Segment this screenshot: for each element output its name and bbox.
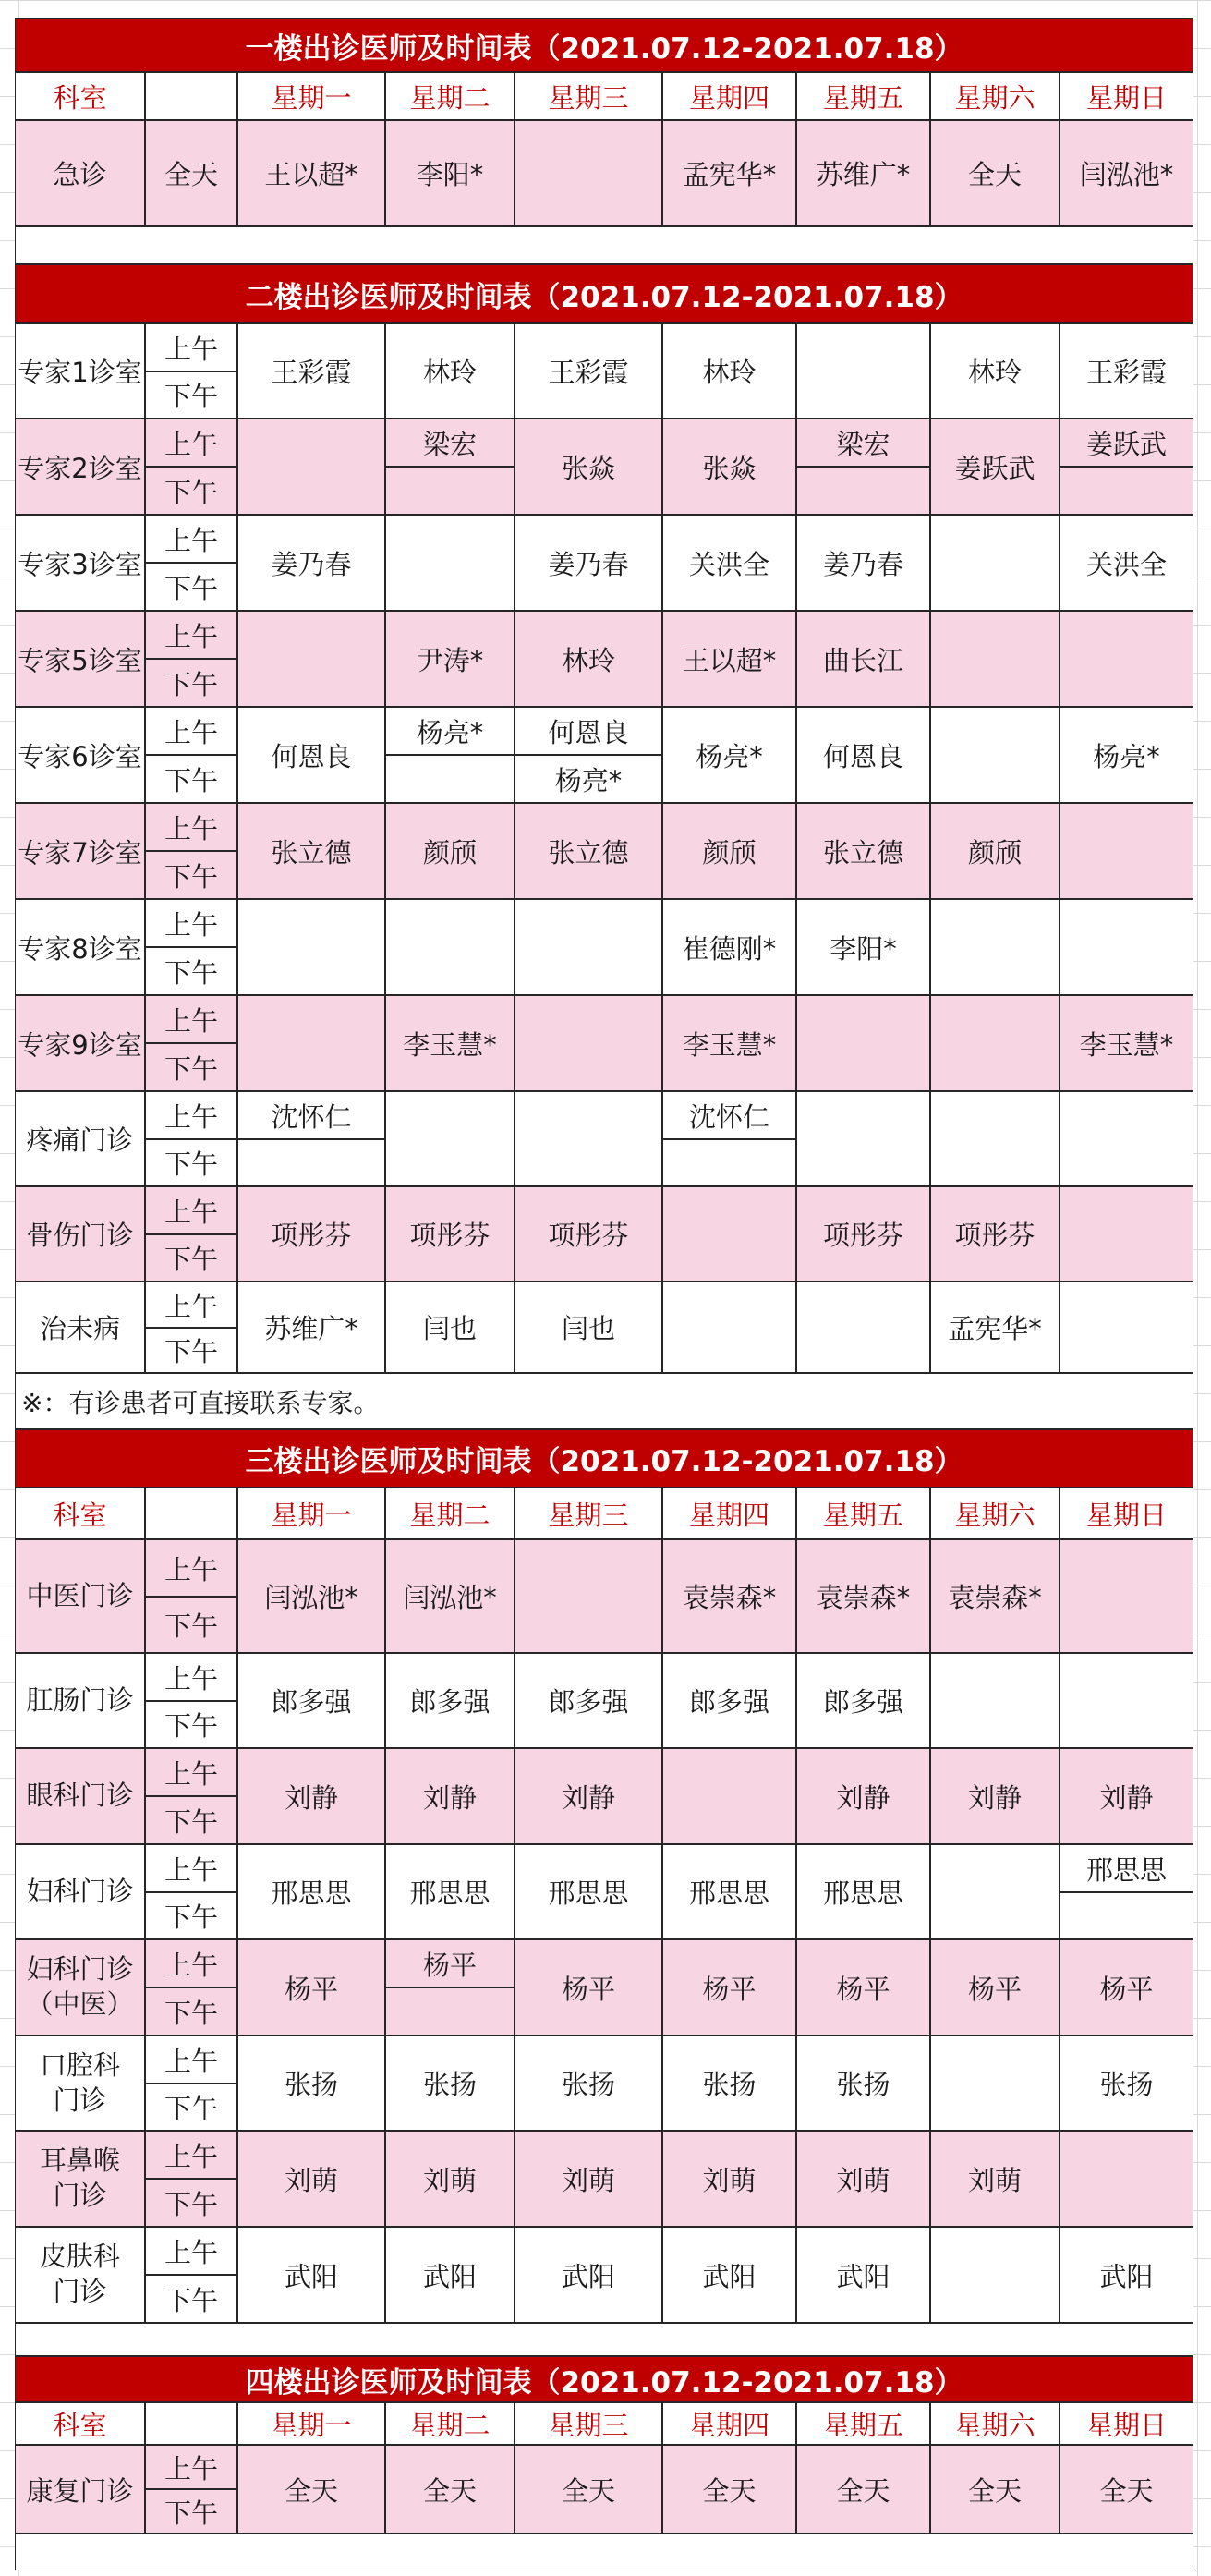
- doctor-cell: 张扬: [385, 2035, 515, 2131]
- doctor-cell: [515, 995, 662, 1091]
- pm-label: 下午: [145, 947, 237, 995]
- dept-cell: 专家8诊室: [15, 899, 145, 995]
- doctor-cell: [1060, 467, 1193, 515]
- doctor-cell: 林玲: [385, 323, 515, 419]
- doctor-cell: [796, 1091, 930, 1186]
- doctor-cell: 全天: [385, 2445, 515, 2533]
- dept-cell: 专家7诊室: [15, 803, 145, 899]
- doctor-cell: 刘静: [237, 1748, 385, 1844]
- doctor-cell: 杨平: [796, 1939, 930, 2035]
- doctor-cell: 闫也: [385, 1282, 515, 1373]
- am-label: 上午: [145, 515, 237, 563]
- doctor-cell: 杨亮*: [385, 707, 515, 755]
- dept-column-header: 科室: [15, 72, 145, 120]
- doctor-cell: 尹涛*: [385, 611, 515, 707]
- doctor-cell: 刘萌: [930, 2131, 1060, 2227]
- doctor-cell: 刘静: [515, 1748, 662, 1844]
- doctor-cell: [930, 899, 1060, 995]
- weekday-header: 星期四: [662, 2402, 796, 2445]
- doctor-cell: 杨亮*: [515, 755, 662, 803]
- floor1-title: 一楼出诊医师及时间表（2021.07.12-2021.07.18）: [15, 18, 1193, 72]
- doctor-cell: 颜颀: [930, 803, 1060, 899]
- doctor-cell: 何恩良: [796, 707, 930, 803]
- doctor-cell: 武阳: [385, 2227, 515, 2323]
- doctor-cell: [1060, 1282, 1193, 1373]
- doctor-cell: [237, 995, 385, 1091]
- doctor-cell: [385, 755, 515, 803]
- doctor-cell: 关洪全: [662, 515, 796, 611]
- doctor-cell: [662, 1186, 796, 1282]
- am-label: 上午: [145, 2227, 237, 2275]
- doctor-cell: [385, 467, 515, 515]
- weekday-header: 星期三: [515, 1488, 662, 1539]
- dept-label-line: 耳鼻喉: [39, 2145, 120, 2177]
- weekday-header: 星期五: [796, 2402, 930, 2445]
- doctor-cell: [385, 1091, 515, 1186]
- weekday-header: 星期三: [515, 72, 662, 120]
- dept-cell: 疼痛门诊: [15, 1091, 145, 1186]
- am-label: 上午: [145, 1282, 237, 1328]
- weekday-header: 星期六: [930, 72, 1060, 120]
- doctor-cell: 邢思思: [662, 1844, 796, 1939]
- doctor-cell: [930, 611, 1060, 707]
- am-label: 上午: [145, 995, 237, 1043]
- pm-label: 下午: [145, 371, 237, 419]
- weekday-header: 星期二: [385, 72, 515, 120]
- weekday-header: 星期一: [237, 2402, 385, 2445]
- weekday-header: 星期日: [1060, 1488, 1193, 1539]
- doctor-cell: 孟宪华*: [930, 1282, 1060, 1373]
- doctor-cell: 闫泓池*: [1060, 120, 1193, 226]
- dept-label-line: 口腔科: [39, 2048, 120, 2081]
- doctor-cell: 王彩霞: [1060, 323, 1193, 419]
- doctor-cell: 郎多强: [662, 1653, 796, 1748]
- doctor-cell: 何恩良: [515, 707, 662, 755]
- doctor-cell: [1060, 1539, 1193, 1653]
- dept-cell: [15, 1939, 145, 2035]
- doctor-cell: 林玲: [515, 611, 662, 707]
- pm-label: 下午: [145, 2179, 237, 2227]
- doctor-cell: 刘静: [1060, 1748, 1193, 1844]
- doctor-cell: 林玲: [930, 323, 1060, 419]
- doctor-cell: [385, 515, 515, 611]
- dept-cell: 专家6诊室: [15, 707, 145, 803]
- dept-cell: [15, 2035, 145, 2131]
- doctor-cell: 李阳*: [385, 120, 515, 226]
- doctor-cell: [930, 1091, 1060, 1186]
- am-label: 上午: [145, 1091, 237, 1139]
- gridline: [0, 0, 1211, 1]
- doctor-cell: 全天: [1060, 2445, 1193, 2533]
- floor3-title: 三楼出诊医师及时间表（2021.07.12-2021.07.18）: [15, 1429, 1193, 1488]
- weekday-header: 星期三: [515, 2402, 662, 2445]
- doctor-cell: 颜颀: [385, 803, 515, 899]
- doctor-cell: [662, 1748, 796, 1844]
- doctor-cell: 邢思思: [1060, 1844, 1193, 1892]
- dept-cell: 康复门诊: [15, 2445, 145, 2533]
- am-label: 上午: [145, 1844, 237, 1892]
- doctor-cell: [237, 419, 385, 515]
- doctor-cell: 刘静: [385, 1748, 515, 1844]
- doctor-cell: [1060, 611, 1193, 707]
- doctor-cell: 王彩霞: [237, 323, 385, 419]
- pm-label: 下午: [145, 755, 237, 803]
- dept-cell: [15, 2227, 145, 2323]
- dept-cell: [15, 1844, 145, 1939]
- doctor-cell: 邢思思: [515, 1844, 662, 1939]
- doctor-cell: 孟宪华*: [662, 120, 796, 226]
- doctor-cell: 全天: [796, 2445, 930, 2533]
- dept-cell: 专家1诊室: [15, 323, 145, 419]
- doctor-cell: 张立德: [515, 803, 662, 899]
- pm-label: 下午: [145, 2489, 237, 2533]
- doctor-cell: 姜跃武: [1060, 419, 1193, 467]
- doctor-cell: [515, 1539, 662, 1653]
- weekday-header: 星期四: [662, 1488, 796, 1539]
- doctor-cell: [930, 1844, 1060, 1939]
- doctor-cell: 姜乃春: [515, 515, 662, 611]
- am-label: 上午: [145, 1939, 237, 1987]
- doctor-cell: 袁崇森*: [662, 1539, 796, 1653]
- weekday-header: 星期一: [237, 1488, 385, 1539]
- dept-cell: 急诊: [15, 120, 145, 226]
- doctor-cell: [796, 1282, 930, 1373]
- dept-cell: 专家3诊室: [15, 515, 145, 611]
- doctor-cell: 崔德刚*: [662, 899, 796, 995]
- doctor-cell: 闫泓池*: [385, 1539, 515, 1653]
- dept-cell: [15, 2131, 145, 2227]
- doctor-cell: [1060, 1892, 1193, 1939]
- doctor-cell: 郎多强: [796, 1653, 930, 1748]
- doctor-cell: 张焱: [662, 419, 796, 515]
- pm-label: 下午: [145, 1796, 237, 1844]
- dept-cell: [15, 1539, 145, 1653]
- dept-label-line: 妇科门诊: [26, 1875, 134, 1907]
- doctor-cell: 姜乃春: [237, 515, 385, 611]
- pm-label: 下午: [145, 1701, 237, 1748]
- doctor-cell: 武阳: [796, 2227, 930, 2323]
- am-label: 上午: [145, 1186, 237, 1234]
- doctor-cell: [1060, 2131, 1193, 2227]
- doctor-cell: 李玉慧*: [385, 995, 515, 1091]
- doctor-cell: 姜乃春: [796, 515, 930, 611]
- pm-label: 下午: [145, 563, 237, 611]
- dept-cell: [15, 1748, 145, 1844]
- am-label: 上午: [145, 611, 237, 659]
- weekday-header: 星期五: [796, 1488, 930, 1539]
- pm-label: 下午: [145, 1987, 237, 2035]
- doctor-cell: [1060, 1653, 1193, 1748]
- doctor-cell: 沈怀仁: [662, 1091, 796, 1139]
- doctor-cell: [930, 1653, 1060, 1748]
- blank-header-cell: [145, 72, 237, 120]
- doctor-cell: 袁崇森*: [930, 1539, 1060, 1653]
- spacer-row: [15, 226, 1193, 264]
- doctor-cell: 杨亮*: [662, 707, 796, 803]
- am-label: 上午: [145, 419, 237, 467]
- pm-label: 下午: [145, 1597, 237, 1653]
- doctor-cell: 李阳*: [796, 899, 930, 995]
- doctor-cell: 刘萌: [515, 2131, 662, 2227]
- weekday-header: 星期二: [385, 2402, 515, 2445]
- doctor-cell: 刘静: [930, 1748, 1060, 1844]
- doctor-cell: 邢思思: [385, 1844, 515, 1939]
- doctor-cell: [1060, 803, 1193, 899]
- pm-label: 下午: [145, 851, 237, 899]
- dept-label-line: （中医）: [26, 1988, 134, 2020]
- am-label: 上午: [145, 323, 237, 371]
- doctor-cell: 姜跃武: [930, 419, 1060, 515]
- doctor-cell: 杨平: [662, 1939, 796, 2035]
- doctor-cell: 张焱: [515, 419, 662, 515]
- doctor-cell: 闫也: [515, 1282, 662, 1373]
- doctor-cell: 刘静: [796, 1748, 930, 1844]
- doctor-cell: 张扬: [796, 2035, 930, 2131]
- doctor-cell: 关洪全: [1060, 515, 1193, 611]
- doctor-cell: [930, 2227, 1060, 2323]
- doctor-cell: 郎多强: [385, 1653, 515, 1748]
- dept-cell: 专家2诊室: [15, 419, 145, 515]
- weekday-header: 星期四: [662, 72, 796, 120]
- dept-column-header: 科室: [15, 1488, 145, 1539]
- doctor-cell: [1060, 899, 1193, 995]
- pm-label: 下午: [145, 2275, 237, 2323]
- doctor-cell: 邢思思: [796, 1844, 930, 1939]
- dept-label-line: 门诊: [53, 2084, 107, 2116]
- am-label: 上午: [145, 707, 237, 755]
- doctor-cell: 郎多强: [515, 1653, 662, 1748]
- doctor-cell: [515, 1091, 662, 1186]
- dept-column-header: 科室: [15, 2402, 145, 2445]
- doctor-cell: 曲长江: [796, 611, 930, 707]
- pm-label: 下午: [145, 2084, 237, 2131]
- period-cell: 全天: [145, 120, 237, 226]
- dept-label-line: 门诊: [53, 2180, 107, 2211]
- doctor-cell: [662, 1139, 796, 1186]
- am-label: 上午: [145, 2131, 237, 2179]
- floor2-title: 二楼出诊医师及时间表（2021.07.12-2021.07.18）: [15, 264, 1193, 323]
- doctor-cell: [1060, 1186, 1193, 1282]
- doctor-cell: 张扬: [515, 2035, 662, 2131]
- doctor-cell: 杨亮*: [1060, 707, 1193, 803]
- doctor-cell: 张扬: [1060, 2035, 1193, 2131]
- dept-label-line: 肛肠门诊: [26, 1683, 134, 1716]
- doctor-cell: 梁宏: [796, 419, 930, 467]
- doctor-cell: 全天: [515, 2445, 662, 2533]
- dept-cell: 治未病: [15, 1282, 145, 1373]
- pm-label: 下午: [145, 659, 237, 707]
- doctor-cell: 武阳: [1060, 2227, 1193, 2323]
- floor4-title: 四楼出诊医师及时间表（2021.07.12-2021.07.18）: [15, 2356, 1193, 2402]
- doctor-cell: [237, 1139, 385, 1186]
- weekday-header: 星期日: [1060, 2402, 1193, 2445]
- doctor-cell: 林玲: [662, 323, 796, 419]
- doctor-cell: [930, 707, 1060, 803]
- doctor-cell: 苏维广*: [237, 1282, 385, 1373]
- doctor-cell: 武阳: [515, 2227, 662, 2323]
- doctor-cell: 刘萌: [662, 2131, 796, 2227]
- doctor-cell: 武阳: [662, 2227, 796, 2323]
- am-label: 上午: [145, 1653, 237, 1701]
- doctor-cell: 杨平: [237, 1939, 385, 2035]
- am-label: 上午: [145, 1748, 237, 1796]
- doctor-cell: 杨平: [930, 1939, 1060, 2035]
- gridline: [1197, 0, 1198, 2576]
- spacer-row: [15, 2323, 1193, 2356]
- doctor-cell: [930, 2035, 1060, 2131]
- am-label: 上午: [145, 2035, 237, 2084]
- doctor-cell: [662, 1282, 796, 1373]
- doctor-cell: 全天: [237, 2445, 385, 2533]
- doctor-cell: [796, 467, 930, 515]
- doctor-cell: 项彤芬: [385, 1186, 515, 1282]
- dept-cell: [15, 1653, 145, 1748]
- doctor-cell: 王彩霞: [515, 323, 662, 419]
- dept-label-line: 门诊: [53, 2276, 107, 2307]
- doctor-cell: 沈怀仁: [237, 1091, 385, 1139]
- doctor-cell: 张扬: [237, 2035, 385, 2131]
- doctor-cell: 王以超*: [237, 120, 385, 226]
- doctor-cell: 项彤芬: [515, 1186, 662, 1282]
- doctor-cell: [1060, 1091, 1193, 1186]
- doctor-cell: 全天: [930, 2445, 1060, 2533]
- doctor-cell: 苏维广*: [796, 120, 930, 226]
- doctor-cell: 全天: [662, 2445, 796, 2533]
- doctor-cell: 刘萌: [796, 2131, 930, 2227]
- doctor-cell: [385, 899, 515, 995]
- blank-header-cell: [145, 2402, 237, 2445]
- pm-label: 下午: [145, 1234, 237, 1282]
- weekday-header: 星期一: [237, 72, 385, 120]
- doctor-cell: 刘萌: [237, 2131, 385, 2227]
- pm-label: 下午: [145, 1139, 237, 1186]
- doctor-cell: 项彤芬: [237, 1186, 385, 1282]
- am-label: 上午: [145, 1539, 237, 1597]
- doctor-cell: 颜颀: [662, 803, 796, 899]
- dept-label-line: 皮肤科: [39, 2241, 120, 2273]
- am-label: 上午: [145, 899, 237, 947]
- doctor-cell: [237, 899, 385, 995]
- spacer-row: [15, 2533, 1193, 2570]
- doctor-cell: 张立德: [796, 803, 930, 899]
- doctor-cell: [385, 1987, 515, 2035]
- doctor-cell: 李玉慧*: [1060, 995, 1193, 1091]
- doctor-cell: 何恩良: [237, 707, 385, 803]
- doctor-cell: [796, 323, 930, 419]
- weekday-header: 星期五: [796, 72, 930, 120]
- pm-label: 下午: [145, 1328, 237, 1373]
- doctor-cell: 闫泓池*: [237, 1539, 385, 1653]
- pm-label: 下午: [145, 1043, 237, 1091]
- doctor-cell: [930, 515, 1060, 611]
- doctor-cell: 邢思思: [237, 1844, 385, 1939]
- pm-label: 下午: [145, 467, 237, 515]
- doctor-cell: 杨平: [1060, 1939, 1193, 2035]
- am-label: 上午: [145, 803, 237, 851]
- doctor-cell: 袁崇森*: [796, 1539, 930, 1653]
- doctor-cell: [515, 899, 662, 995]
- doctor-cell: [237, 611, 385, 707]
- dept-cell: 专家5诊室: [15, 611, 145, 707]
- am-label: 上午: [145, 2445, 237, 2489]
- doctor-cell: 全天: [930, 120, 1060, 226]
- dept-label-line: 妇科门诊: [26, 1953, 134, 1986]
- doctor-cell: 武阳: [237, 2227, 385, 2323]
- doctor-cell: [930, 995, 1060, 1091]
- dept-label-line: 眼科门诊: [26, 1780, 134, 1812]
- dept-label-line: 中医门诊: [26, 1579, 134, 1611]
- doctor-cell: 梁宏: [385, 419, 515, 467]
- weekday-header: 星期六: [930, 1488, 1060, 1539]
- doctor-cell: 张立德: [237, 803, 385, 899]
- dept-cell: 专家9诊室: [15, 995, 145, 1091]
- doctor-cell: [796, 995, 930, 1091]
- doctor-cell: 项彤芬: [930, 1186, 1060, 1282]
- doctor-cell: 王以超*: [662, 611, 796, 707]
- doctor-cell: 李玉慧*: [662, 995, 796, 1091]
- doctor-cell: 项彤芬: [796, 1186, 930, 1282]
- weekday-header: 星期日: [1060, 72, 1193, 120]
- footnote: ※：有诊患者可直接联系专家。: [15, 1373, 1193, 1429]
- blank-header-cell: [145, 1488, 237, 1539]
- doctor-cell: [515, 120, 662, 226]
- doctor-cell: 杨平: [515, 1939, 662, 2035]
- dept-cell: 骨伤门诊: [15, 1186, 145, 1282]
- weekday-header: 星期六: [930, 2402, 1060, 2445]
- doctor-cell: 郎多强: [237, 1653, 385, 1748]
- pm-label: 下午: [145, 1892, 237, 1939]
- doctor-cell: 刘萌: [385, 2131, 515, 2227]
- doctor-cell: 张扬: [662, 2035, 796, 2131]
- doctor-cell: 杨平: [385, 1939, 515, 1987]
- weekday-header: 星期二: [385, 1488, 515, 1539]
